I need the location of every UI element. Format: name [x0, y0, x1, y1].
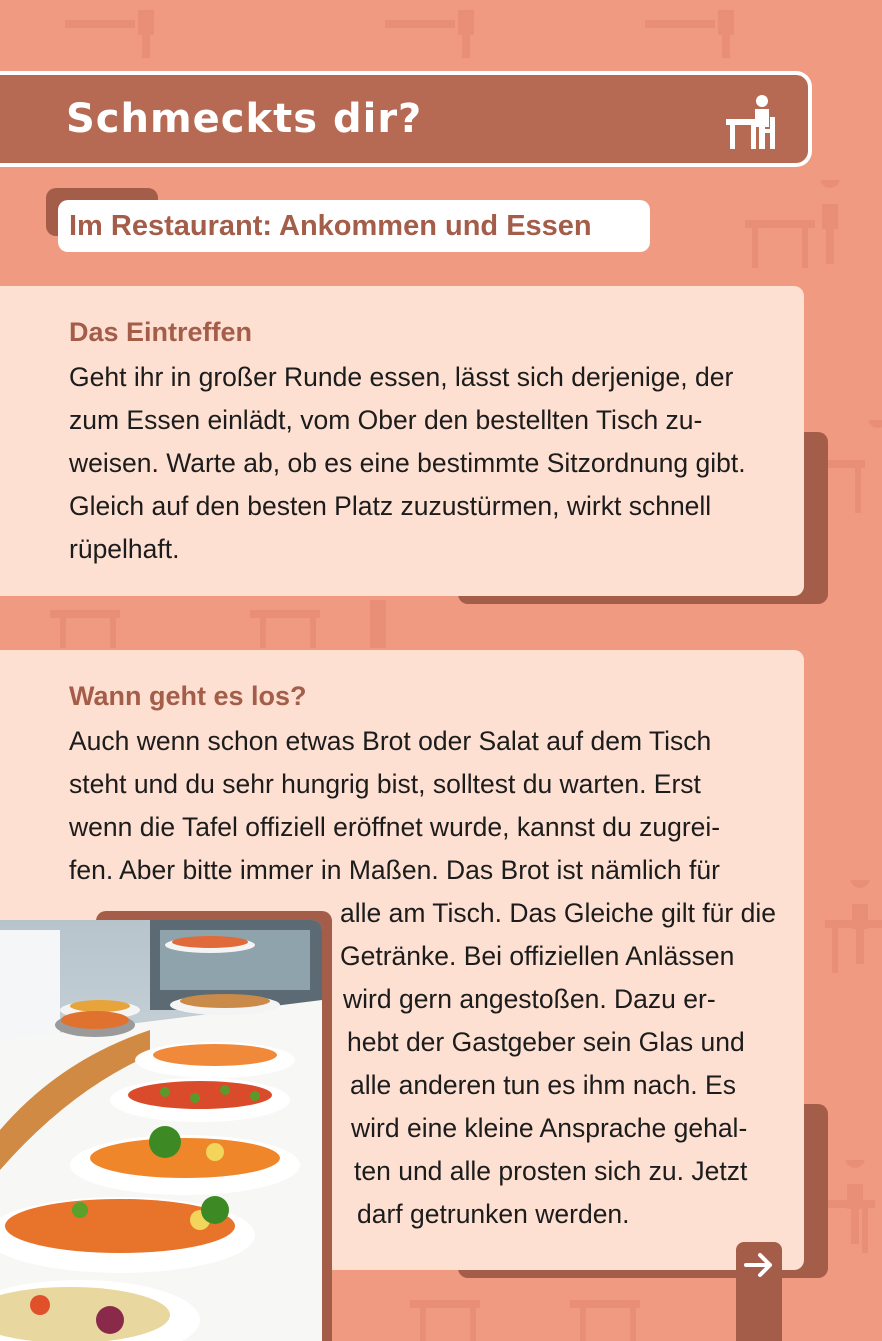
header-bar: [0, 71, 812, 167]
text-line: Getränke. Bei offiziellen Anlässen: [340, 941, 735, 971]
card-title: Wann geht es los?: [69, 681, 307, 711]
table-pattern-icon: [740, 180, 860, 270]
page-title: Schmeckts dir?: [66, 96, 423, 142]
section-subheading: Im Restaurant: Ankommen und Essen: [58, 200, 650, 252]
text-line: Auch wenn schon etwas Brot oder Salat auf dem Tisch: [69, 726, 712, 756]
text-line: ten und alle prosten sich zu. Jetzt: [354, 1156, 748, 1186]
text-line: wenn die Tafel offiziell eröffnet wurde, kannst du zugrei-: [69, 812, 721, 842]
text-line: alle anderen tun es ihm nach. Es: [350, 1070, 736, 1100]
text-line: fen. Aber bitte immer in Maßen. Das Brot ist nämlich für: [69, 855, 720, 885]
text-line: weisen. Warte ab, ob es eine bestimmte Sitzordnung gibt.: [69, 448, 746, 478]
buffet-salad-platters-image: [0, 920, 322, 1341]
text-line: darf getrunken werden.: [357, 1199, 630, 1229]
table-pattern-icon: [820, 880, 882, 1000]
arrow-right-icon[interactable]: [742, 1248, 776, 1282]
text-line: zum Essen einlädt, vom Ober den bestellten Tisch zu-: [69, 405, 703, 435]
restaurant-table-person-icon: [724, 93, 780, 151]
info-card-arrival: [0, 286, 804, 596]
text-line: wird eine kleine Ansprache gehal-: [351, 1113, 748, 1143]
table-pattern-icon: [60, 0, 180, 60]
table-pattern-icon: [380, 0, 500, 60]
text-line: hebt der Gastgeber sein Glas und: [347, 1027, 745, 1057]
table-pattern-icon: [40, 600, 460, 650]
table-pattern-icon: [640, 0, 760, 60]
card-title: Das Eintreffen: [69, 317, 253, 347]
text-line: Gleich auf den besten Platz zuzustürmen, wirkt schnell: [69, 491, 712, 521]
text-line: steht und du sehr hungrig bist, solltest du warten. Erst: [69, 769, 701, 799]
text-line: rüpelhaft.: [69, 534, 180, 564]
text-line: wird gern angestoßen. Dazu er-: [343, 984, 716, 1014]
text-line: alle am Tisch. Das Gleiche gilt für die: [340, 898, 776, 928]
text-line: Geht ihr in großer Runde essen, lässt sich derjenige, der: [69, 362, 734, 392]
table-pattern-icon: [400, 1290, 660, 1341]
buffet-illustration: [0, 920, 322, 1341]
card-body: [69, 356, 746, 571]
